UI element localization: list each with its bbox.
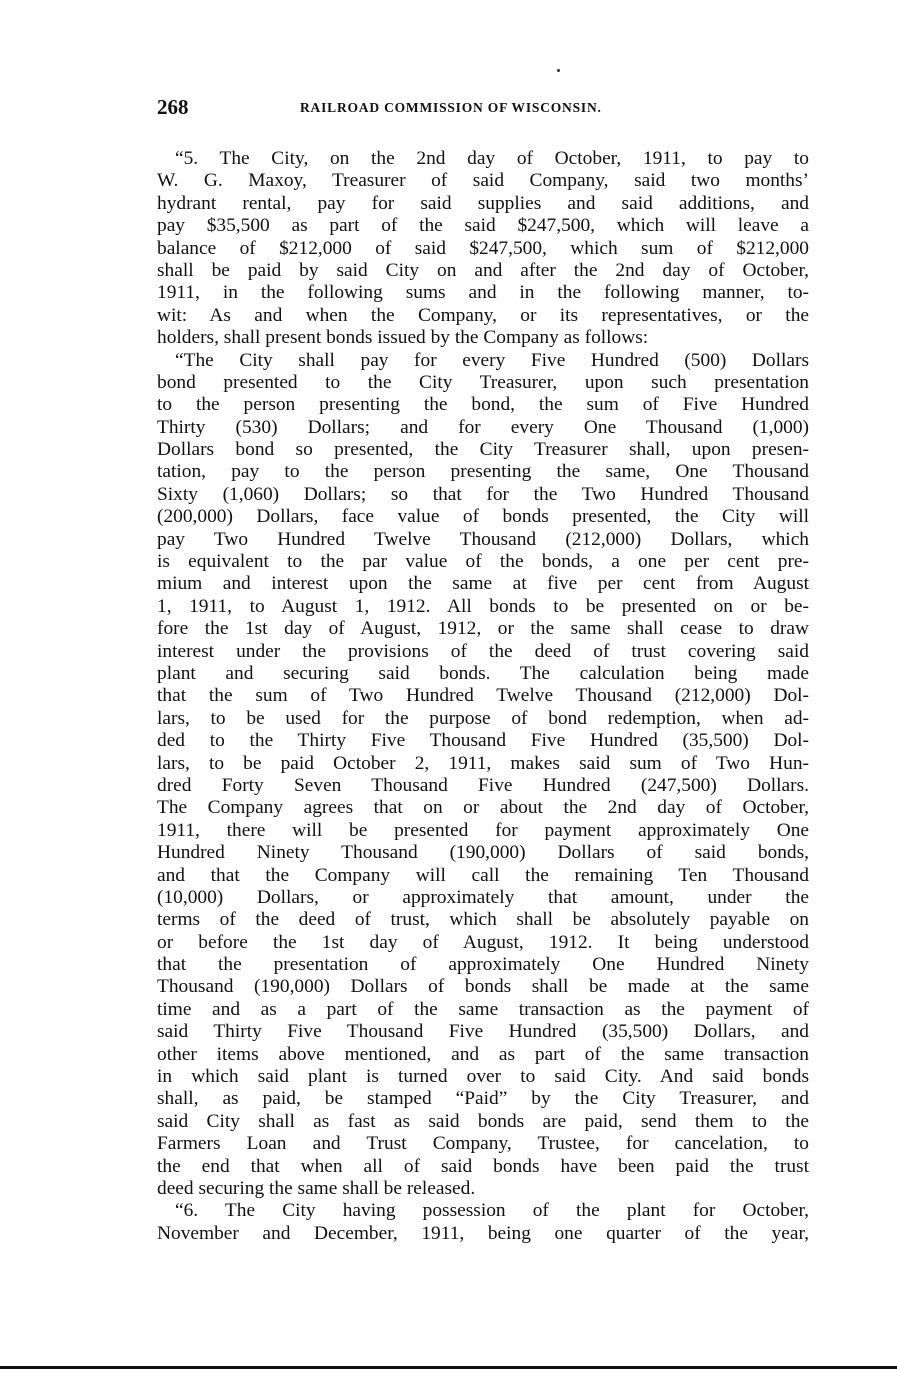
paragraph bbox=[157, 350, 809, 1201]
text-line: (200,000) Dollars, face value of bonds presented, the City will bbox=[157, 506, 809, 528]
text-line: pay Two Hundred Twelve Thousand (212,000) Dollars, which bbox=[157, 528, 809, 550]
text-line: mium and interest upon the same at five per cent from August bbox=[157, 573, 809, 595]
text-line: in which said plant is turned over to said City. And said bonds bbox=[157, 1066, 809, 1088]
body-text bbox=[157, 148, 809, 1245]
text-line: said City shall as fast as said bonds are paid, send them to the bbox=[157, 1110, 809, 1132]
text-line: W. G. Maxoy, Treasurer of said Company, said two months’ bbox=[157, 170, 809, 192]
text-line: November and December, 1911, being one quarter of the year, bbox=[157, 1222, 809, 1244]
text-line: that the presentation of approximately One Hundred Ninety bbox=[157, 954, 809, 976]
text-line: “5. The City, on the 2nd day of October, 1911, to pay to bbox=[175, 148, 809, 169]
text-line: “6. The City having possession of the plant for October, bbox=[175, 1200, 809, 1222]
text-line: Thirty (530) Dollars; and for every One Thousand (1,000) bbox=[157, 416, 809, 438]
paragraph bbox=[157, 148, 809, 350]
text-line: dred Forty Seven Thousand Five Hundred (247,500) Dollars. bbox=[157, 774, 809, 796]
text-line: interest under the provisions of the deed of trust covering said bbox=[157, 640, 809, 662]
text-line: fore the 1st day of August, 1912, or the same shall cease to draw bbox=[157, 618, 809, 640]
scan-speck bbox=[557, 69, 560, 72]
page-header bbox=[157, 95, 809, 125]
text-line: shall be paid by said City on and after the 2nd day of October, bbox=[157, 259, 809, 281]
text-line: 1, 1911, to August 1, 1912. All bonds to be presented on or be- bbox=[157, 595, 809, 617]
text-line: wit: As and when the Company, or its representatives, or the bbox=[157, 304, 809, 326]
text-line: other items above mentioned, and as part of the same transaction bbox=[157, 1043, 809, 1065]
text-line: shall, as paid, be stamped “Paid” by the City Treasurer, and bbox=[157, 1088, 809, 1110]
text-line: Dollars bond so presented, the City Treasurer shall, upon presen- bbox=[157, 439, 809, 461]
text-line: holders, shall present bonds issued by the Company as follows: bbox=[157, 327, 649, 349]
text-line: hydrant rental, pay for said supplies and said additions, and bbox=[157, 192, 809, 214]
text-line: and that the Company will call the remaining Ten Thousand bbox=[157, 864, 809, 886]
text-line: 1911, in the following sums and in the following manner, to- bbox=[157, 282, 809, 304]
text-line: pay $35,500 as part of the said $247,500, which will leave a bbox=[157, 215, 809, 237]
running-head: RAILROAD COMMISSION OF WISCONSIN. bbox=[300, 100, 602, 115]
text-line: Hundred Ninety Thousand (190,000) Dollars of said bonds, bbox=[157, 842, 809, 864]
text-line: plant and securing said bonds. The calculation being made bbox=[157, 662, 809, 684]
paragraph bbox=[157, 1200, 809, 1245]
text-line: Sixty (1,060) Dollars; so that for the Two Hundred Thousand bbox=[157, 483, 809, 505]
text-line: ded to the Thirty Five Thousand Five Hundred (35,500) Dol- bbox=[157, 730, 809, 752]
text-line: bond presented to the City Treasurer, upon such presentation bbox=[157, 371, 809, 393]
text-line: The Company agrees that on or about the 2nd day of October, bbox=[157, 797, 809, 819]
text-line: or before the 1st day of August, 1912. It being understood bbox=[157, 931, 809, 953]
text-line: lars, to be paid October 2, 1911, makes said sum of Two Hun- bbox=[157, 752, 809, 774]
text-line: time and as a part of the same transaction as the payment of bbox=[157, 998, 809, 1020]
page-number: 268 bbox=[157, 95, 189, 119]
text-line: Thousand (190,000) Dollars of bonds shall be made at the same bbox=[157, 976, 809, 998]
text-line: to the person presenting the bond, the sum of Five Hundred bbox=[157, 394, 809, 416]
text-line: balance of $212,000 of said $247,500, which sum of $212,000 bbox=[157, 237, 809, 259]
text-line: (10,000) Dollars, or approximately that amount, under the bbox=[157, 886, 809, 908]
text-line: deed securing the same shall be released. bbox=[157, 1177, 476, 1199]
text-line: that the sum of Two Hundred Twelve Thousand (212,000) Dol- bbox=[157, 685, 809, 707]
text-line: terms of the deed of trust, which shall be absolutely payable on bbox=[157, 909, 809, 931]
text-line: said Thirty Five Thousand Five Hundred (35,500) Dollars, and bbox=[157, 1021, 809, 1043]
text-line: 1911, there will be presented for payment approximately One bbox=[157, 819, 809, 841]
text-line: Farmers Loan and Trust Company, Trustee, for cancelation, to bbox=[157, 1133, 809, 1155]
text-line: lars, to be used for the purpose of bond redemption, when ad- bbox=[157, 707, 809, 729]
text-line: tation, pay to the person presenting the same, One Thousand bbox=[157, 461, 809, 483]
text-line: is equivalent to the par value of the bonds, a one per cent pre- bbox=[157, 551, 809, 573]
text-line: “The City shall pay for every Five Hundred (500) Dollars bbox=[175, 349, 809, 371]
page-bottom-edge bbox=[0, 1366, 897, 1369]
text-line: the end that when all of said bonds have been paid the trust bbox=[157, 1155, 809, 1177]
